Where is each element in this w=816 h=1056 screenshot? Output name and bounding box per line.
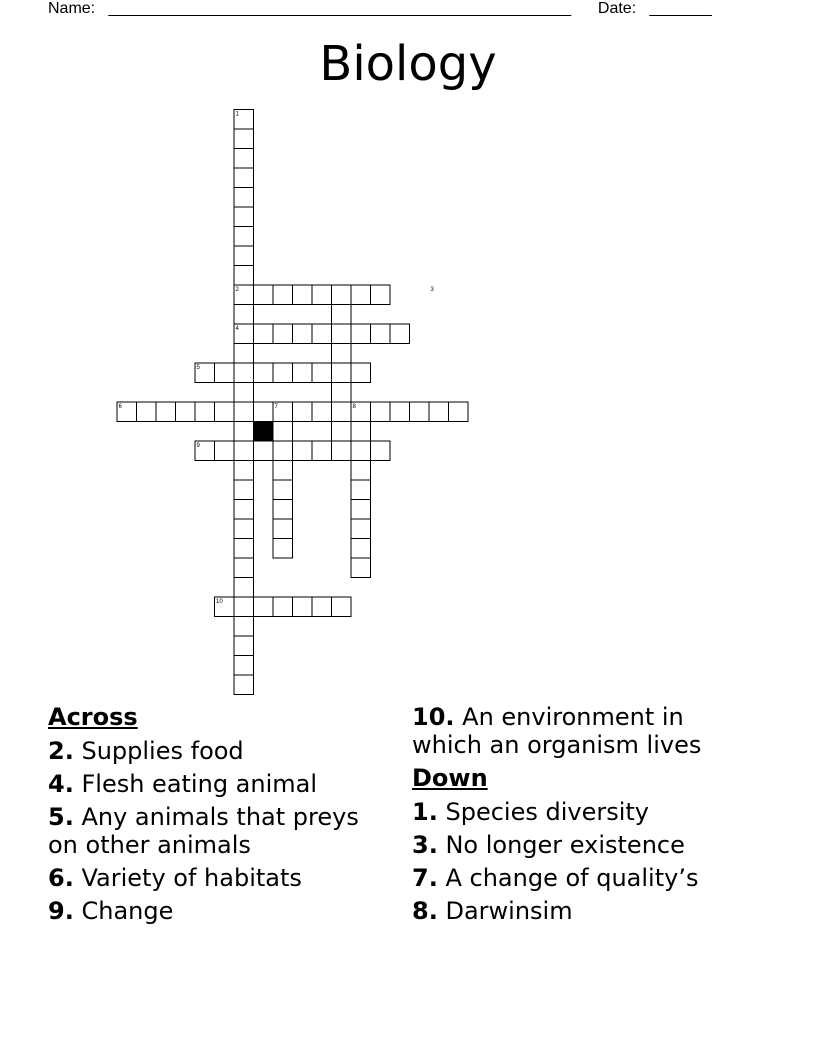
clue-number-label: 10	[216, 599, 223, 605]
crossword-cell[interactable]	[371, 441, 391, 461]
crossword-cell[interactable]	[234, 617, 254, 637]
crossword-cell[interactable]	[351, 500, 371, 520]
crossword-cell[interactable]	[293, 324, 313, 344]
crossword-cell[interactable]	[234, 110, 254, 130]
crossword-cell[interactable]	[195, 402, 215, 422]
crossword-cell[interactable]	[332, 597, 352, 617]
crossword-cell[interactable]	[332, 285, 352, 305]
clue-number: 9.	[48, 897, 74, 925]
crossword-cell[interactable]	[234, 500, 254, 520]
crossword-cell[interactable]	[254, 285, 274, 305]
crossword-cell[interactable]	[332, 422, 352, 442]
crossword-cell[interactable]	[351, 363, 371, 383]
crossword-cell[interactable]	[215, 363, 235, 383]
crossword-cell[interactable]	[312, 363, 332, 383]
crossword-cell[interactable]	[293, 597, 313, 617]
clue-number: 2.	[48, 737, 74, 765]
crossword-cell[interactable]	[351, 422, 371, 442]
date-blank[interactable]: _______	[649, 0, 712, 17]
clue-number-label: 5	[196, 365, 200, 371]
crossword-cell[interactable]	[293, 441, 313, 461]
crossword-cell[interactable]	[273, 500, 293, 520]
crossword-cell[interactable]	[273, 422, 293, 442]
crossword-cell[interactable]	[234, 402, 254, 422]
crossword-cell[interactable]	[117, 402, 137, 422]
clues-column-right	[412, 703, 752, 930]
crossword-cell[interactable]	[273, 324, 293, 344]
crossword-cell[interactable]	[371, 285, 391, 305]
crossword-cell[interactable]	[234, 207, 254, 227]
clue-number: 10.	[412, 703, 455, 731]
crossword-cell[interactable]	[351, 519, 371, 539]
crossword-cell[interactable]	[234, 246, 254, 266]
crossword-cell[interactable]	[351, 539, 371, 559]
clue-down-7	[412, 864, 752, 892]
crossword-cell[interactable]	[273, 461, 293, 481]
crossword-cell[interactable]	[234, 675, 254, 695]
clue-across-4	[48, 770, 378, 798]
crossword-cell[interactable]	[254, 324, 274, 344]
crossword-cell[interactable]	[293, 285, 313, 305]
date-label: Date:	[597, 0, 637, 17]
crossword-cell[interactable]	[351, 285, 371, 305]
clue-across-5	[48, 803, 378, 859]
crossword-cell[interactable]	[273, 539, 293, 559]
crossword-cell[interactable]	[410, 402, 430, 422]
crossword-cell[interactable]	[234, 266, 254, 286]
crossword-black-cell	[254, 422, 274, 442]
clue-number: 7.	[412, 864, 438, 892]
crossword-cell[interactable]	[312, 285, 332, 305]
clue-down-1	[412, 798, 752, 826]
clue-across-9	[48, 897, 378, 925]
clue-across-10	[412, 703, 752, 759]
clues-column-left	[48, 703, 378, 930]
clue-text: Darwinsim	[445, 897, 573, 925]
crossword-cell[interactable]	[215, 441, 235, 461]
clue-text: Change	[81, 897, 174, 925]
clue-text: An environment in which an organism lives	[412, 703, 702, 759]
crossword-cell[interactable]	[234, 305, 254, 325]
clue-text: Any animals that preys on other animals	[48, 803, 359, 859]
clue-across-6	[48, 864, 378, 892]
crossword-cell[interactable]	[234, 578, 254, 598]
crossword-cell[interactable]	[351, 441, 371, 461]
clue-number: 3.	[412, 831, 438, 859]
crossword-cell[interactable]	[234, 149, 254, 169]
crossword-cell[interactable]	[234, 480, 254, 500]
crossword-cell[interactable]	[215, 402, 235, 422]
crossword-cell[interactable]	[390, 324, 410, 344]
clue-number-label: 1	[235, 111, 239, 118]
clue-down-8	[412, 897, 752, 925]
crossword-cell[interactable]	[429, 402, 449, 422]
crossword-cell[interactable]	[351, 558, 371, 578]
crossword-cell[interactable]	[234, 636, 254, 656]
clue-number-label: 6	[118, 404, 122, 410]
clue-number-label: 2	[235, 287, 239, 293]
crossword-cell[interactable]	[234, 383, 254, 403]
name-label: Name:	[48, 0, 96, 17]
crossword-cell[interactable]	[293, 363, 313, 383]
crossword-cell[interactable]	[234, 324, 254, 344]
crossword-cell[interactable]	[332, 363, 352, 383]
crossword-cell[interactable]	[312, 441, 332, 461]
crossword-cell[interactable]	[449, 402, 469, 422]
crossword-cell[interactable]	[273, 441, 293, 461]
crossword-cell[interactable]	[234, 558, 254, 578]
crossword-cell[interactable]	[156, 402, 176, 422]
crossword-cell[interactable]	[254, 441, 274, 461]
clue-text: Species diversity	[445, 798, 649, 826]
clue-across-2	[48, 737, 378, 765]
crossword-cell[interactable]	[254, 363, 274, 383]
across-heading: Across	[48, 703, 138, 731]
crossword-cell[interactable]	[254, 402, 274, 422]
crossword-cell[interactable]	[390, 402, 410, 422]
crossword-cell[interactable]	[273, 519, 293, 539]
clue-number-label: 8	[352, 404, 356, 410]
crossword-cell[interactable]	[351, 480, 371, 500]
page-title: Biology	[319, 36, 497, 92]
name-blank[interactable]: ____________________________________________________	[108, 0, 572, 17]
crossword-cell[interactable]	[293, 402, 313, 422]
crossword-cell[interactable]	[234, 285, 254, 305]
crossword-cell[interactable]	[332, 441, 352, 461]
clue-number: 1.	[412, 798, 438, 826]
clue-number-label: 9	[196, 443, 200, 449]
crossword-cell[interactable]	[312, 402, 332, 422]
clue-text: Variety of habitats	[81, 864, 302, 892]
crossword-cell[interactable]	[234, 227, 254, 247]
crossword-cell[interactable]	[371, 324, 391, 344]
crossword-cell[interactable]	[332, 402, 352, 422]
crossword-cell[interactable]	[234, 188, 254, 208]
crossword-cell[interactable]	[234, 344, 254, 364]
clue-text: Flesh eating animal	[81, 770, 318, 798]
crossword-cell[interactable]	[312, 324, 332, 344]
crossword-cell[interactable]	[234, 363, 254, 383]
crossword-cell[interactable]	[195, 441, 215, 461]
crossword-cell[interactable]	[332, 383, 352, 403]
clue-text: Supplies food	[81, 737, 244, 765]
clue-number: 5.	[48, 803, 74, 831]
crossword-cell[interactable]	[371, 402, 391, 422]
crossword-cell[interactable]	[332, 305, 352, 325]
clue-number-label: 7	[274, 404, 278, 410]
down-heading: Down	[412, 764, 488, 792]
clue-text: A change of quality’s	[445, 864, 699, 892]
crossword-cell[interactable]	[234, 129, 254, 149]
clue-down-3	[412, 831, 752, 859]
crossword-cell[interactable]	[234, 597, 254, 617]
crossword-cell[interactable]	[273, 597, 293, 617]
clue-number: 8.	[412, 897, 438, 925]
crossword-cell[interactable]	[351, 324, 371, 344]
crossword-cell[interactable]	[351, 461, 371, 481]
crossword-cell[interactable]	[215, 597, 235, 617]
clue-number: 6.	[48, 864, 74, 892]
crossword-cell[interactable]	[234, 539, 254, 559]
clue-number-label: 3	[430, 287, 434, 293]
crossword-cell[interactable]	[234, 441, 254, 461]
crossword-cell[interactable]	[273, 480, 293, 500]
clue-text: No longer existence	[445, 831, 685, 859]
crossword-cell[interactable]	[351, 402, 371, 422]
crossword-cell[interactable]	[254, 597, 274, 617]
crossword-cell[interactable]	[332, 344, 352, 364]
crossword-cell[interactable]	[234, 461, 254, 481]
clue-number: 4.	[48, 770, 74, 798]
crossword-cell[interactable]	[273, 402, 293, 422]
crossword-cell[interactable]	[234, 422, 254, 442]
crossword-cell[interactable]	[137, 402, 157, 422]
header-line	[48, 0, 748, 20]
crossword-cell[interactable]	[273, 285, 293, 305]
crossword-cell[interactable]	[234, 656, 254, 676]
crossword-cell[interactable]	[176, 402, 196, 422]
crossword-cell[interactable]	[312, 597, 332, 617]
crossword-cell[interactable]	[273, 363, 293, 383]
crossword-cell[interactable]	[332, 324, 352, 344]
crossword-cell[interactable]	[195, 363, 215, 383]
crossword-cell[interactable]	[234, 519, 254, 539]
crossword-cell[interactable]	[234, 168, 254, 188]
clue-number-label: 4	[235, 326, 239, 332]
